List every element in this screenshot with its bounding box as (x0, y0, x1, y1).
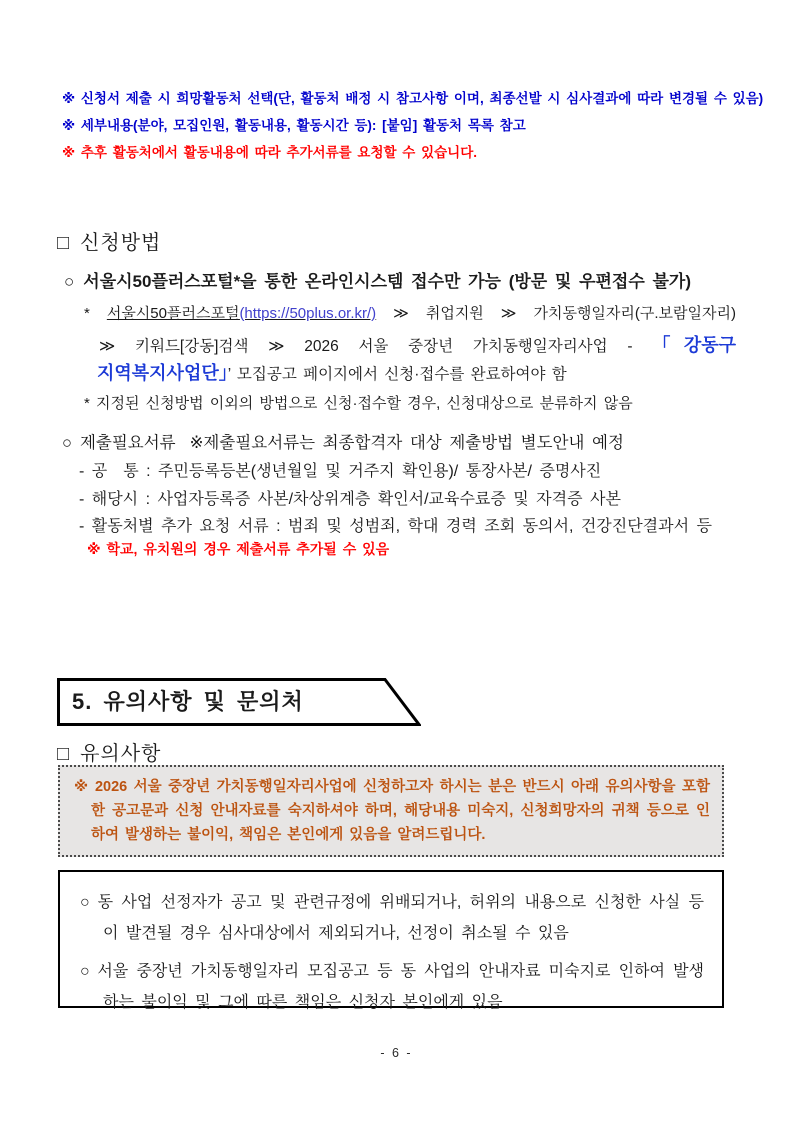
note-submit-preference: ※ 신청서 제출 시 희망활동처 선택(단, 활동처 배정 시 참고사항 이며, 최종선발 시 심사결과에 따라 변경될 수 있음) (62, 91, 764, 106)
portal-link-label[interactable]: 서울시50플러스포털 (106, 305, 240, 322)
note-details-attachment: ※ 세부내용(분야, 모집인원, 활동내용, 활동시간 등): [붙임] 활동처 목록 참고 (62, 118, 526, 133)
gangdong-highlight-end: 지역복지사업단」 (97, 363, 228, 383)
required-docs-heading (62, 429, 752, 453)
circle-bullet-icon: ○ (64, 272, 75, 291)
notice-text: ※ 2026 서울 중장년 가치동행일자리사업에 신청하고자 하시는 분은 반드시 아래 유의사항을 포함한 공고문과 신청 안내자료를 숙지하셔야 하며, 해당내용 미숙지, 신청희망자의 귀책 등으로 인하여 발생하는 불이익, 책임은 본인에게 있음을 알려드립니다. (74, 779, 710, 843)
circle-bullet-icon: ○ (80, 963, 91, 980)
portal-path-line1 (84, 302, 736, 323)
docs-item-common: - 공 통 : 주민등록등본(생년월일 및 거주지 확인용)/ 통장사본/ 증명사진 (79, 463, 602, 480)
apply-method-heading (57, 226, 161, 255)
required-docs-note: ※제출필요서류는 최종합격자 대상 제출방법 별도안내 예정 (189, 434, 624, 452)
portal-path-line3 (97, 359, 747, 385)
note-extra-documents: ※ 추후 활동처에서 활동내용에 따라 추가서류를 요청할 수 있습니다. (62, 145, 477, 160)
online-only-text: 서울시50플러스포털*을 통한 온라인시스템 접수만 가능 (방문 및 우편접수 불가) (83, 272, 691, 291)
caution-box (58, 870, 724, 1011)
portal-path-line2-prefix: ≫ 키워드[강동]검색 ≫ 2026 서울 중장년 가치동행일자리사업 - (99, 338, 653, 355)
gangdong-highlight-start: 「강동구 (652, 335, 736, 355)
online-only-bullet (64, 267, 754, 292)
required-docs-title: 제출필요서류 (79, 434, 176, 452)
docs-item-extra: - 활동처별 추가 요청 서류 : 범죄 및 성범죄, 학대 경력 조회 동의서, 건강진단결과서 등 (79, 518, 712, 535)
portal-link[interactable] (107, 305, 376, 322)
caution2-text: 서울 중장년 가치동행일자리 모집공고 등 동 사업의 안내자료 미숙지로 인하여 발생하는 불이익 및 그에 따른 책임은 신청자 본인에게 있음 (97, 963, 704, 1011)
portal-path-line2 (99, 331, 736, 357)
caution1-text: 동 사업 선정자가 공고 및 관련규정에 위배되거나, 허위의 내용으로 신청한 사실 등이 발견될 경우 심사대상에서 제외되거나, 선정이 취소될 수 있음 (97, 894, 704, 942)
cautions-subheading-label: 유의사항 (80, 743, 162, 765)
portal-link-url[interactable]: (https://50plus.or.kr/) (239, 305, 377, 322)
notice-box (58, 765, 724, 857)
section5-title: 5. 유의사항 및 문의처 (72, 689, 304, 714)
circle-bullet-icon: ○ (80, 894, 91, 911)
page-number: - 6 - (380, 1046, 413, 1060)
docs-school-note: ※ 학교, 유치원의 경우 제출서류 추가될 수 있음 (87, 541, 390, 557)
top-annotation-notes (62, 85, 764, 166)
checkbox-bullet-icon: □ (57, 232, 71, 254)
caution-item (80, 887, 704, 949)
apply-method-heading-label: 신청방법 (80, 232, 162, 254)
portal-path-line1-rest: ≫ 취업지원 ≫ 가치동행일자리(구.보람일자리) (376, 305, 736, 322)
cautions-subheading (57, 737, 161, 766)
portal-path-line3-rest: ’ 모집공고 페이지에서 신청·접수를 완료하여야 함 (227, 366, 567, 383)
checkbox-bullet-icon: □ (57, 743, 71, 765)
caution-item (80, 956, 704, 1018)
circle-bullet-icon: ○ (62, 434, 72, 452)
star-marker: * (84, 305, 90, 322)
apply-method-warning: * 지정된 신청방법 이외의 방법으로 신청·접수할 경우, 신청대상으로 분류하지 않음 (84, 395, 633, 412)
docs-item-conditional: - 해당시 : 사업자등록증 사본/차상위계층 확인서/교육수료증 및 자격증 사본 (79, 491, 621, 508)
